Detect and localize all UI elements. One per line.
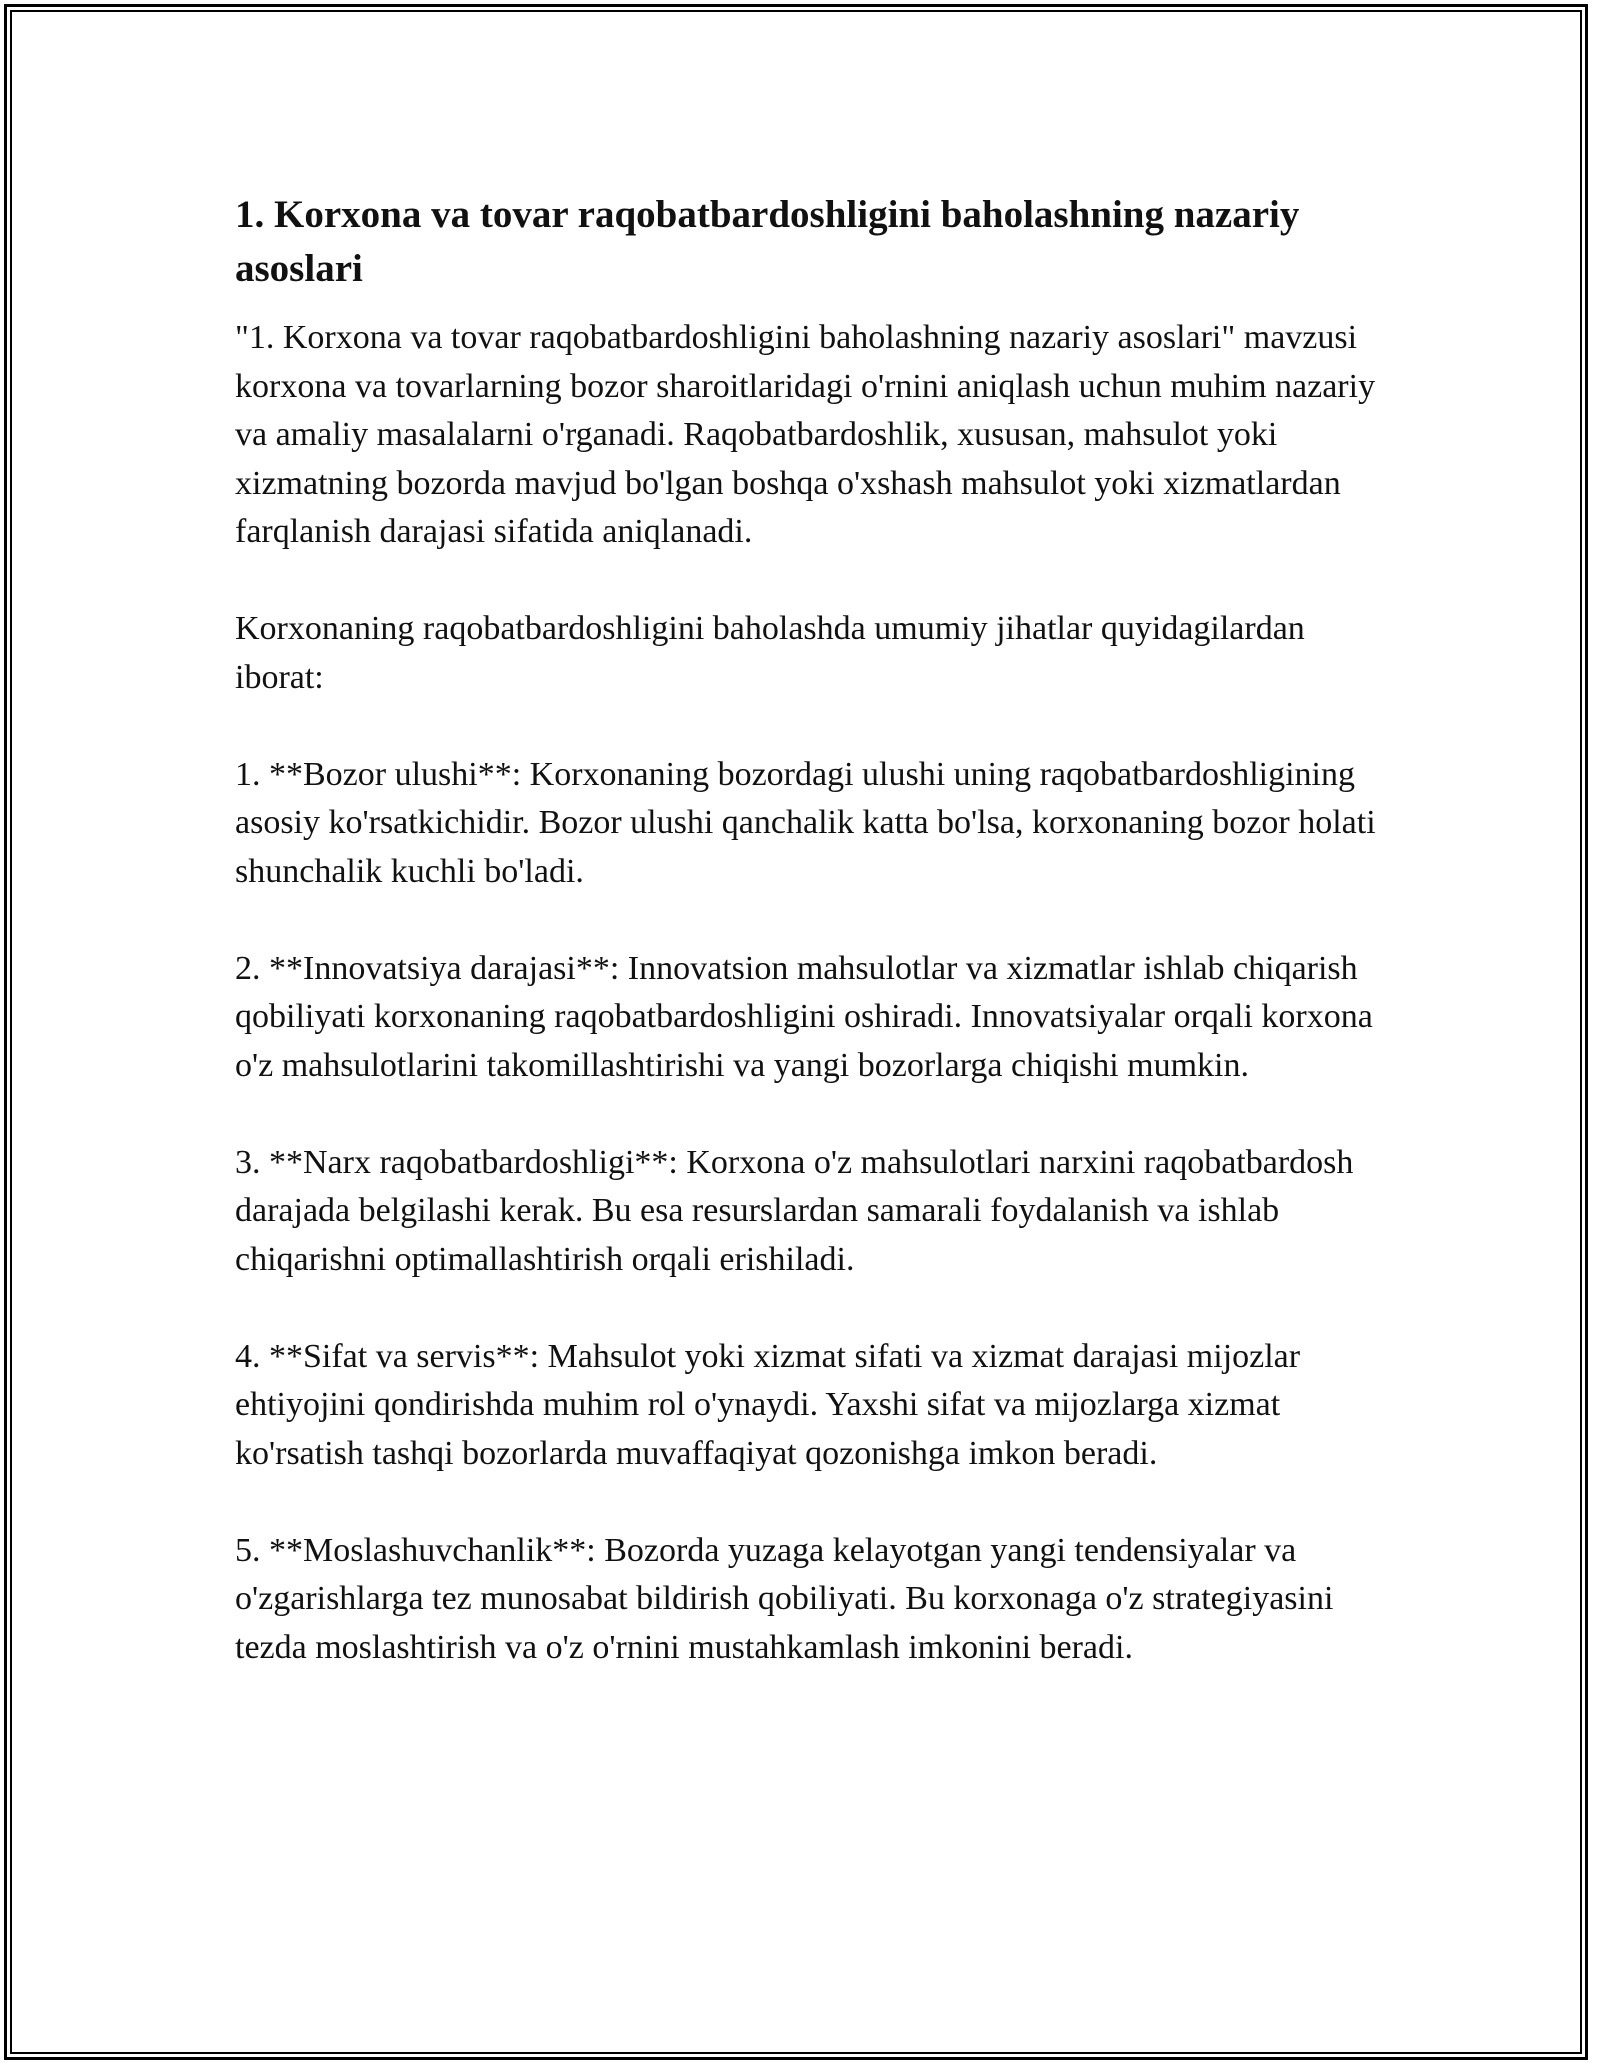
intro-paragraph: "1. Korxona va tovar raqobatbardoshligini baholashning nazariy asoslari" mavzusi korxona va tovarlarning bozor sharoitlaridagi o'rnini aniqlash uchun muhim nazariy va amaliy masalalarni o'rganadi. Raqobatbardoshlik, xususan, mahsulot yoki xizmatning bozorda mavjud bo'lgan boshqa o'xshash mahsulot yoki xizmatlardan farqlanish darajasi sifatida aniqlanadi. bbox=[235, 319, 1376, 550]
document-body bbox=[235, 188, 1385, 1721]
list-item-market-share: 1. **Bozor ulushi**: Korxonaning bozordagi ulushi uning raqobatbardoshligining asosiy ko'rsatkichidir. Bozor ulushi qanchalik katta bo'lsa, korxonaning bozor holati shunchalik kuchli bo'ladi. bbox=[235, 755, 1376, 890]
list-item-flexibility: 5. **Moslashuvchanlik**: Bozorda yuzaga kelayotgan yangi tendensiyalar va o'zgarishlarga tez munosabat bildirish qobiliyati. Bu korxonaga o'z strategiyasini tezda moslashtirish va o'z o'rnini mustahkamlash imkonini beradi. bbox=[235, 1531, 1334, 1666]
list-item-price: 3. **Narx raqobatbardoshligi**: Korxona o'z mahsulotlari narxini raqobatbardosh darajada belgilashi kerak. Bu esa resurslardan samarali foydalanish va ishlab chiqarishni optimallashtirish orqali erishiladi. bbox=[235, 1143, 1354, 1278]
list-item-innovation: 2. **Innovatsiya darajasi**: Innovatsion mahsulotlar va xizmatlar ishlab chiqarish qobiliyati korxonaning raqobatbardoshligini oshiradi. Innovatsiyalar orqali korxona o'z mahsulotlarini takomillashtirishi va yangi bozorlarga chiqishi mumkin. bbox=[235, 949, 1373, 1084]
list-intro-paragraph: Korxonaning raqobatbardoshligini baholashda umumiy jihatlar quyidagilardan iborat: bbox=[235, 610, 1305, 696]
document-title: 1. Korxona va tovar raqobatbardoshligini baholashning nazariy asoslari bbox=[235, 193, 1300, 290]
list-item-quality: 4. **Sifat va servis**: Mahsulot yoki xizmat sifati va xizmat darajasi mijozlar ehtiyojini qondirishda muhim rol o'ynaydi. Yaxshi sifat va mijozlarga xizmat ko'rsatish tashqi bozorlarda muvaffaqiyat qozonishga imkon beradi. bbox=[235, 1337, 1301, 1472]
